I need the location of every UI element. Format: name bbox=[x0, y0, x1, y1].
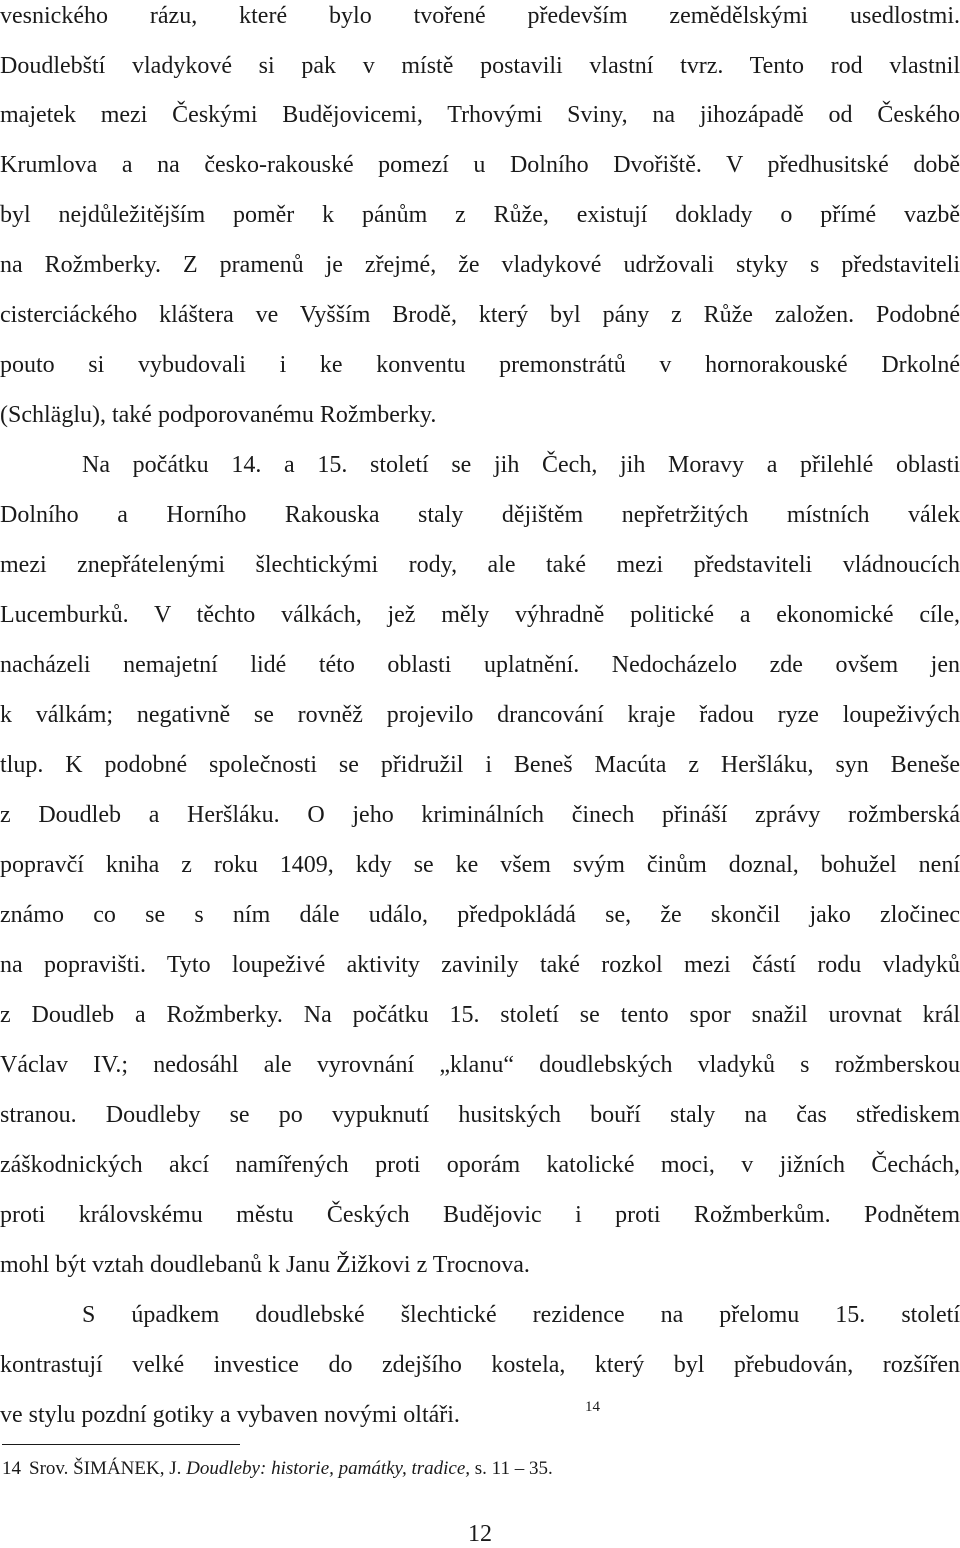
text-line: k válkám; negativně se rovněž projevilo drancování kraje řadou ryze loupeživých bbox=[0, 702, 960, 728]
text-line: Krumlova a na česko-rakouské pomezí u Dolního Dvořiště. V předhusitské době bbox=[0, 152, 960, 178]
text-line: kontrastují velké investice do zdejšího kostela, který byl přebudován, rozšířen bbox=[0, 1352, 960, 1378]
text-line: proti královskému městu Českých Budějovic i proti Rožmberkům. Podnětem bbox=[0, 1202, 960, 1228]
footnote-separator bbox=[2, 1444, 240, 1445]
text-line: Doudlebští vladykové si pak v místě postavili vlastní tvrz. Tento rod vlastnil bbox=[0, 53, 960, 79]
text-line: na Rožmberky. Z pramenů je zřejmé, že vladykové udržovali styky s představiteli bbox=[0, 252, 960, 278]
footnote-number: 14 bbox=[2, 1458, 21, 1479]
text-line: ve stylu pozdní gotiky a vybaven novými oltáři. bbox=[0, 1402, 460, 1428]
text-line: známo co se s ním dále událo, předpokládá se, že skončil jako zločinec bbox=[0, 902, 960, 928]
text-line: Na počátku 14. a 15. století se jih Čech, jih Moravy a přilehlé oblasti bbox=[82, 452, 960, 478]
text-line: z Doudleb a Heršláku. O jeho kriminálních činech přináší zprávy rožmberská bbox=[0, 802, 960, 828]
footnote-reference: 14 bbox=[585, 1399, 600, 1415]
text-line: pouto si vybudovali i ke konventu premonstrátů v hornorakouské Drkolné bbox=[0, 352, 960, 378]
text-line: mezi znepřátelenými šlechtickými rody, ale také mezi představiteli vládnoucích bbox=[0, 552, 960, 578]
text-line: nacházeli nemajetní lidé této oblasti uplatnění. Nedocházelo zde ovšem jen bbox=[0, 652, 960, 678]
footnote-pages: s. 11 – 35. bbox=[474, 1458, 553, 1479]
text-line: vesnického rázu, které bylo tvořené především zemědělskými usedlostmi. bbox=[0, 3, 960, 29]
footnote-text: Srov. ŠIMÁNEK, J. bbox=[29, 1458, 182, 1479]
text-line: byl nejdůležitějším poměr k pánům z Růže, existují doklady o přímé vazbě bbox=[0, 202, 960, 228]
text-line: S úpadkem doudlebské šlechtické rezidence na přelomu 15. století bbox=[82, 1302, 960, 1328]
text-line: majetek mezi Českými Budějovicemi, Trhovými Sviny, na jihozápadě od Českého bbox=[0, 102, 960, 128]
text-line: z Doudleb a Rožmberky. Na počátku 15. století se tento spor snažil urovnat král bbox=[0, 1002, 960, 1028]
text-line: Dolního a Horního Rakouska staly dějištěm nepřetržitých místních válek bbox=[0, 502, 960, 528]
text-line: na popravišti. Tyto loupeživé aktivity zavinily také rozkol mezi částí rodu vladyků bbox=[0, 952, 960, 978]
footnote bbox=[2, 1457, 553, 1481]
text-line: Lucemburků. V těchto válkách, jež měly výhradně politické a ekonomické cíle, bbox=[0, 602, 960, 628]
text-line: tlup. K podobné společnosti se přidružil i Beneš Macúta z Heršláku, syn Beneše bbox=[0, 752, 960, 778]
text-line: cisterciáckého kláštera ve Vyšším Brodě, který byl pány z Růže založen. Podobné bbox=[0, 302, 960, 328]
text-line: mohl být vztah doudlebanů k Janu Žižkovi z Trocnova. bbox=[0, 1252, 530, 1278]
text-line: (Schläglu), také podporovanému Rožmberky. bbox=[0, 402, 437, 428]
text-line: Václav IV.; nedosáhl ale vyrovnání „klanu“ doudlebských vladyků s rožmberskou bbox=[0, 1052, 960, 1078]
page-number: 12 bbox=[468, 1521, 492, 1547]
text-line: popravčí kniha z roku 1409, kdy se ke všem svým činům doznal, bohužel není bbox=[0, 852, 960, 878]
text-line: záškodnických akcí namířených proti oporám katolické moci, v jižních Čechách, bbox=[0, 1152, 960, 1178]
text-line: stranou. Doudleby se po vypuknutí husitských bouří staly na čas střediskem bbox=[0, 1102, 960, 1128]
footnote-title: Doudleby: historie, památky, tradice, bbox=[186, 1458, 471, 1479]
